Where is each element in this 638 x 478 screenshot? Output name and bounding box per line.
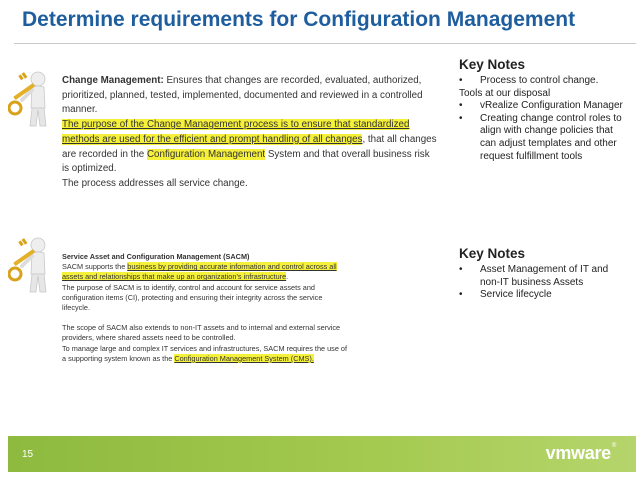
sacm-purpose: The purpose of SACM is to identify, control and account for service assets and configuration items (CI), protecting and ensuring their integrity across the service lifecycle.	[62, 282, 323, 313]
sacm-text	[62, 252, 352, 364]
person-with-key-icon	[8, 236, 54, 294]
key-note-item	[459, 75, 629, 88]
sacm-scope: The scope of SACM also extends to non-IT assets and to internal and external service providers, where shared assets need to be controlled.	[62, 323, 341, 343]
change-scope-text: The process addresses all service change.	[62, 177, 248, 189]
title-divider	[14, 43, 636, 44]
key-note-text: Creating change control roles to align with change policies that can adjust templates and other request fulfillment tools	[480, 112, 622, 162]
key-note-item	[459, 289, 629, 302]
key-note-text: Asset Management of IT and non-IT business Assets	[480, 264, 609, 288]
sacm-cms-start: To manage large and complex IT services and infrastructures, SACM requires the use of a supporting system known as the	[62, 343, 347, 363]
slide-number: 15	[22, 449, 34, 460]
change-management-definition: Ensures that changes are recorded, evaluated, authorized, prioritized, planned, tested, implemented, documented and reviewed in a controlled manner.	[62, 75, 423, 116]
sacm-heading: Service Asset and Configuration Management (SACM)	[62, 252, 250, 261]
bullet-icon: •	[459, 112, 463, 124]
key-notes-panel-1	[459, 56, 629, 163]
cms-highlight: Configuration Management	[146, 148, 266, 160]
vmware-logo	[546, 443, 616, 464]
bullet-icon: •	[459, 75, 463, 86]
key-note-item	[459, 100, 629, 113]
slide-title: Determine requirements for Configuration Management	[22, 8, 576, 31]
sacm-support-start: SACM supports the	[62, 262, 128, 272]
key-notes-title: Key Notes	[459, 57, 526, 72]
bullet-icon: •	[459, 289, 463, 301]
key-notes-title: Key Notes	[459, 246, 526, 261]
sacm-support-end: .	[286, 272, 289, 282]
sacm-support-highlight: business by providing accurate information and control across all assets and relationships that make up an organization’s infrastructure	[62, 262, 337, 282]
key-note-text: Process to control change.	[480, 75, 599, 86]
change-purpose-highlight: The purpose of the Change Management process is to ensure that standardized methods are used for the efficient and prompt handling of all changes	[62, 119, 410, 145]
change-management-label: Change Management:	[62, 75, 164, 86]
registered-mark: ®	[611, 443, 616, 449]
key-note-text: Service lifecycle	[480, 289, 552, 301]
person-with-key-icon	[8, 70, 54, 128]
change-purpose-middle: , that all changes are recorded in the	[62, 133, 437, 160]
bullet-icon: •	[459, 264, 463, 275]
key-note-subheading: Tools at our disposal	[459, 87, 551, 99]
key-note-item	[459, 264, 629, 289]
footer-bar	[8, 436, 636, 472]
change-management-text	[62, 74, 437, 192]
key-note-item	[459, 113, 629, 163]
change-purpose-end: System and that overall business risk is optimized.	[62, 148, 430, 175]
bullet-icon: •	[459, 100, 463, 112]
key-notes-panel-2	[459, 245, 629, 302]
key-note-text: vRealize Configuration Manager	[480, 100, 623, 112]
sacm-cms-highlight: Configuration Management System (CMS).	[174, 353, 314, 363]
logo-text: vmware	[545, 443, 611, 463]
